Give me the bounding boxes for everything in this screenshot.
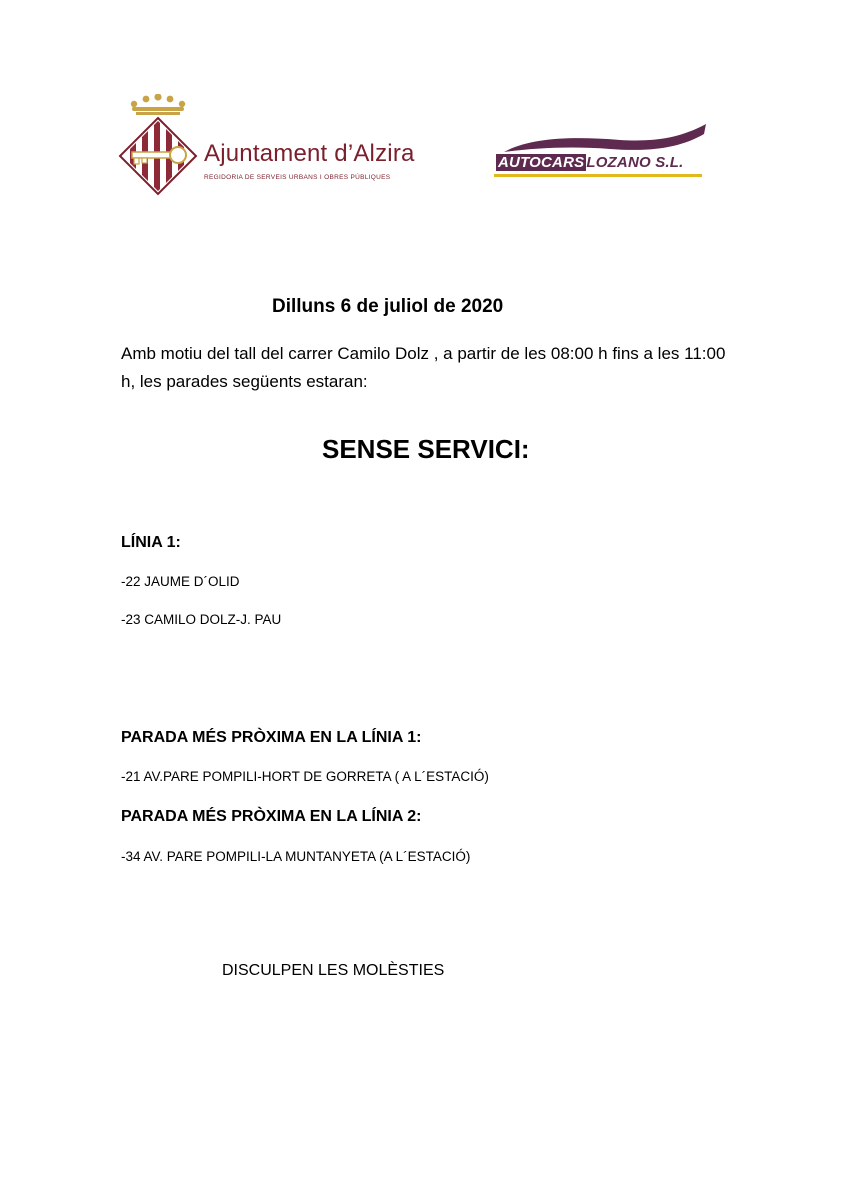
alzira-name: Ajuntament d’Alzira — [204, 140, 415, 167]
notice-intro: Amb motiu del tall del carrer Camilo Dolz , a partir de les 08:00 h fins a les 11:00 h, les parades següents estaran: — [121, 344, 726, 391]
apology-text: DISCULPEN LES MOLÈSTIES — [222, 962, 445, 979]
alzira-crest-icon — [118, 94, 198, 198]
lozano-wordmark — [496, 154, 684, 171]
lozano-wordmark-autocars: AUTOCARS — [498, 154, 585, 171]
service-status-heading: SENSE SERVICI: — [322, 434, 530, 464]
lozano-swoosh-icon — [490, 122, 710, 156]
lozano-logo — [490, 122, 710, 182]
alzira-logo — [118, 94, 438, 198]
lozano-wordmark-name: LOZANO S.L. — [586, 154, 684, 171]
alt-stop-line-1: -21 AV.PARE POMPILI-HORT DE GORRETA ( A L´ESTACIÓ) — [121, 769, 489, 784]
alt-stop-line-1-heading: PARADA MÉS PRÒXIMA EN LA LÍNIA 1: — [121, 729, 422, 746]
alt-stop-line-2-heading: PARADA MÉS PRÒXIMA EN LA LÍNIA 2: — [121, 808, 422, 825]
line-1-stop: -23 CAMILO DOLZ-J. PAU — [121, 612, 282, 627]
alt-stop-line-2: -34 AV. PARE POMPILI-LA MUNTANYETA (A L´ESTACIÓ) — [121, 849, 471, 864]
alzira-subtitle: REGIDORIA DE SERVEIS URBANS I OBRES PÚBLIQUES — [204, 174, 391, 181]
line-1-stop: -22 JAUME D´OLID — [121, 574, 240, 589]
lozano-underline — [494, 174, 702, 177]
line-1-heading: LÍNIA 1: — [121, 534, 181, 551]
notice-date: Dilluns 6 de juliol de 2020 — [272, 296, 504, 317]
